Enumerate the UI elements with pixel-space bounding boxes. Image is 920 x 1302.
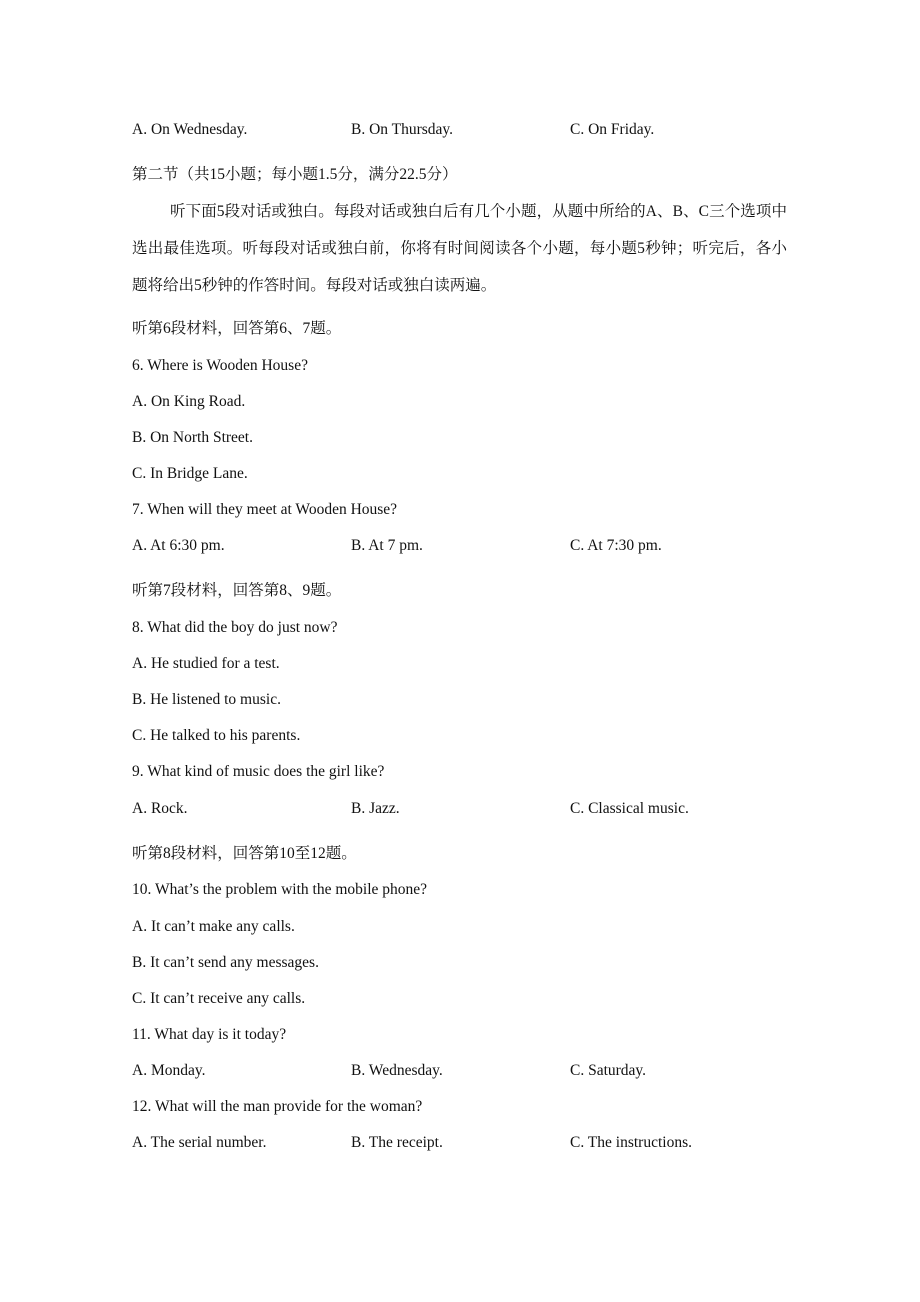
q12-option-c: C. The instructions. xyxy=(570,1134,692,1151)
group8-heading: 听第8段材料，回答第10至12题。 xyxy=(132,845,357,862)
q12-option-a: A. The serial number. xyxy=(132,1134,267,1151)
q10-option-b: B. It can’t send any messages. xyxy=(132,954,319,971)
q5-option-a: A. On Wednesday. xyxy=(132,121,248,138)
q7-stem: 7. When will they meet at Wooden House? xyxy=(132,501,398,518)
q7-options xyxy=(132,536,832,556)
q6-option-a: A. On King Road. xyxy=(132,393,246,410)
q6-stem: 6. Where is Wooden House? xyxy=(132,357,308,374)
group7-heading: 听第7段材料，回答第8、9题。 xyxy=(132,582,342,599)
q9-option-a: A. Rock. xyxy=(132,800,188,817)
q10-stem: 10. What’s the problem with the mobile phone? xyxy=(132,881,428,898)
q7-option-b: B. At 7 pm. xyxy=(351,537,423,554)
q12-options xyxy=(132,1133,832,1153)
q11-option-c: C. Saturday. xyxy=(570,1062,647,1079)
q11-options xyxy=(132,1061,832,1081)
q8-option-c: C. He talked to his parents. xyxy=(132,727,301,744)
q6-option-c: C. In Bridge Lane. xyxy=(132,465,248,482)
q8-stem: 8. What did the boy do just now? xyxy=(132,619,338,636)
q6-option-b: B. On North Street. xyxy=(132,429,253,446)
q7-option-a: A. At 6:30 pm. xyxy=(132,537,225,554)
q11-stem: 11. What day is it today? xyxy=(132,1026,287,1043)
q8-option-b: B. He listened to music. xyxy=(132,691,281,708)
q9-stem: 9. What kind of music does the girl like? xyxy=(132,763,385,780)
q9-options xyxy=(132,799,832,819)
group6-heading: 听第6段材料，回答第6、7题。 xyxy=(132,320,342,337)
q9-option-b: B. Jazz. xyxy=(351,800,400,817)
q8-option-a: A. He studied for a test. xyxy=(132,655,280,672)
q10-option-c: C. It can’t receive any calls. xyxy=(132,990,306,1007)
q12-stem: 12. What will the man provide for the woman? xyxy=(132,1098,423,1115)
q9-option-c: C. Classical music. xyxy=(570,800,689,817)
q5-option-c: C. On Friday. xyxy=(570,121,655,138)
q12-option-b: B. The receipt. xyxy=(351,1134,443,1151)
section2-heading: 第二节（共15小题；每小题1.5分，满分22.5分） xyxy=(132,166,458,183)
q7-option-c: C. At 7:30 pm. xyxy=(570,537,662,554)
q10-option-a: A. It can’t make any calls. xyxy=(132,918,295,935)
section2-instructions: 听下面5段对话或独白。每段对话或独白后有几个小题，从题中所给的A、B、C三个选项中选出最佳选项。听每段对话或独白前，你将有时间阅读各个小题，每小题5秒钟；听完后，各小题将给出5秒钟的作答时间。每段对话或独白读两遍。 xyxy=(132,203,787,294)
q11-option-a: A. Monday. xyxy=(132,1062,206,1079)
q5-options xyxy=(132,120,832,140)
q5-option-b: B. On Thursday. xyxy=(351,121,454,138)
q11-option-b: B. Wednesday. xyxy=(351,1062,443,1079)
